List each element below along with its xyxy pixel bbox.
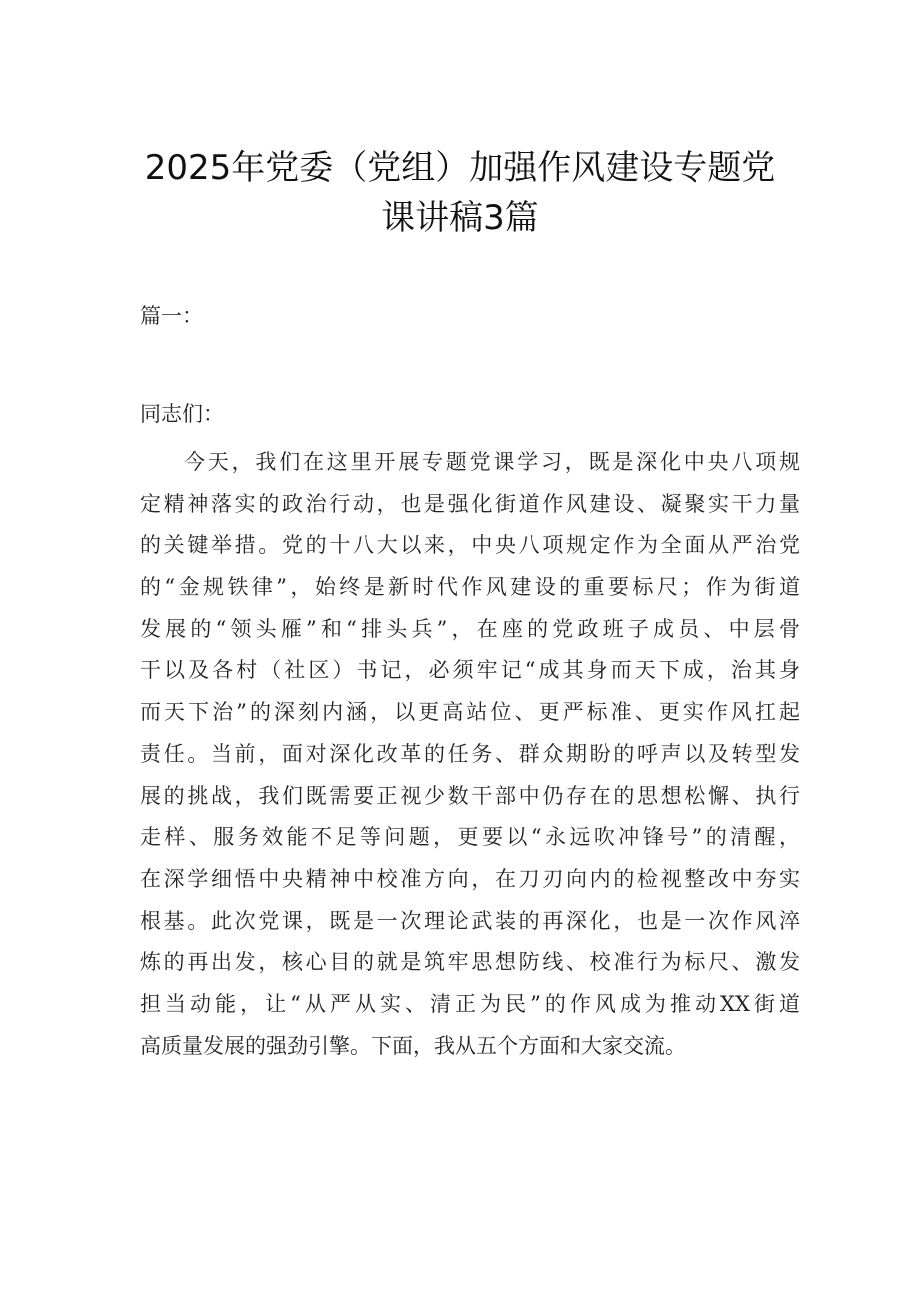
paragraph-line: 走样、服务效能不足等问题，更要以“永远吹冲锋号”的清醒， <box>140 825 800 850</box>
paragraph-line: 展的挑战，我们既需要正视少数干部中仍存在的思想松懈、执行 <box>140 783 800 808</box>
greeting: 同志们： <box>140 402 224 426</box>
paragraph-line: 的“金规铁律”，始终是新时代作风建设的重要标尺；作为街道 <box>140 575 800 600</box>
paragraph-line: 发展的“领头雁”和“排头兵”，在座的党政班子成员、中层骨 <box>140 616 800 641</box>
paragraph-line: 在深学细悟中央精神中校准方向，在刀刃向内的检视整改中夯实 <box>140 866 800 891</box>
body-paragraph <box>140 442 800 1067</box>
paragraph-line: 而天下治”的深刻内涵，以更高站位、更严标准、更实作风扛起 <box>140 700 800 725</box>
paragraph-line: 干以及各村（社区）书记，必须牢记“成其身而天下成，治其身 <box>140 658 800 683</box>
section-label: 篇一： <box>140 304 203 328</box>
document-title-line-2: 课讲稿3篇 <box>381 198 539 238</box>
paragraph-line: 担当动能，让“从严从实、清正为民”的作风成为推动XX街道 <box>140 991 800 1016</box>
paragraph-line: 责任。当前，面对深化改革的任务、群众期盼的呼声以及转型发 <box>140 741 800 766</box>
paragraph-line: 今天，我们在这里开展专题党课学习，既是深化中央八项规 <box>184 450 800 474</box>
paragraph-line: 高质量发展的强劲引擎。下面，我从五个方面和大家交流。 <box>140 1033 686 1058</box>
paragraph-line: 根基。此次党课，既是一次理论武装的再深化，也是一次作风淬 <box>140 908 800 933</box>
paragraph-line: 炼的再出发，核心目的就是筑牢思想防线、校准行为标尺、激发 <box>140 950 800 975</box>
document-title-line-1: 2025年党委（党组）加强作风建设专题党 <box>144 148 776 188</box>
paragraph-line: 定精神落实的政治行动，也是强化街道作风建设、凝聚实干力量 <box>140 491 800 516</box>
paragraph-line: 的关键举措。党的十八大以来，中央八项规定作为全面从严治党 <box>140 533 800 558</box>
